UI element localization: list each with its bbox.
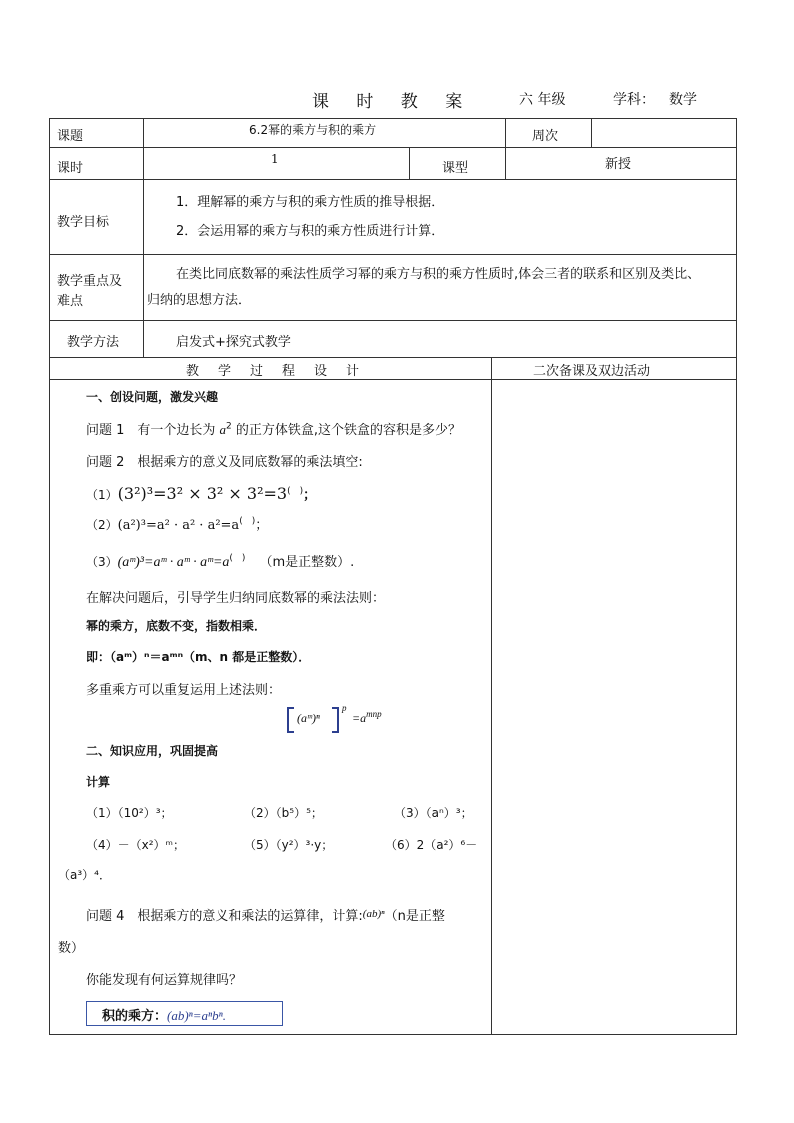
col-divider: [591, 118, 592, 147]
right-bracket: [332, 707, 339, 733]
row-divider: [49, 357, 737, 358]
product-formula: (ab)ⁿ=aⁿbⁿ.: [167, 1008, 226, 1023]
exercise-continued: （a³）⁴．: [58, 868, 111, 882]
exercise: （1）（10²）³；: [86, 806, 173, 820]
left-bracket: [287, 707, 294, 733]
goal-item: 2．会运用幂的乘方与积的乘方性质进行计算．: [176, 224, 445, 239]
note: （m是正整数）.: [259, 555, 355, 570]
rule-formula: 即：（aᵐ）ⁿ＝aᵐⁿ（m、n 都是正整数）．: [86, 650, 311, 664]
goal-item: 1．理解幂的乘方与积的乘方性质的推导根据．: [176, 195, 445, 210]
multi-formula-rhs: [352, 711, 382, 726]
row-divider: [49, 254, 737, 255]
col-divider: [143, 118, 144, 357]
keypoints-label: 难点: [57, 294, 84, 309]
guide-text: 在解决问题后，引导学生归纳同底数幂的乘法法则：: [86, 591, 386, 606]
col-divider: [409, 147, 410, 179]
week-label: 周次: [532, 129, 559, 144]
math-expression: (ab)ⁿ: [362, 908, 385, 920]
discover-text: 你能发现有何运算规律吗？: [86, 973, 243, 988]
exercise: （4）－（x²）ᵐ；: [86, 838, 186, 852]
product-label: 积的乘方：: [102, 1009, 168, 1024]
math-expression: (aᵐ)³=aᵐ · aᵐ · aᵐ=a: [117, 555, 230, 570]
col-divider: [505, 147, 506, 179]
exercise: （6）2（a²）⁶－: [385, 838, 478, 852]
lesson-plan-table: [49, 118, 737, 1035]
period-label: 课时: [57, 161, 84, 176]
keypoints-label: 教学重点及: [57, 274, 123, 289]
topic-value: 6.2幂的乘方与积的乘方: [249, 123, 377, 137]
multi-formula-exp-p: p: [342, 703, 347, 713]
period-value: 1: [271, 152, 279, 166]
question-2: 问题 2 根据乘方的意义及同底数幂的乘法填空:: [86, 455, 363, 470]
col-divider: [505, 118, 506, 147]
subject-field: [613, 89, 697, 109]
math-exp: 2: [226, 421, 232, 432]
question-4-cont: 数）: [58, 941, 85, 956]
type-value: 新授: [605, 157, 632, 172]
method-value: 启发式+探究式教学: [176, 335, 291, 350]
exercise: （2）（b⁵）⁵；: [244, 806, 323, 820]
fill-item-2: [86, 514, 268, 533]
topic-label: 课题: [57, 129, 84, 144]
product-rule: [102, 1005, 226, 1024]
goals-label: 教学目标: [57, 215, 110, 230]
item-number: （1）: [86, 488, 118, 502]
question-4: [86, 905, 445, 924]
subject-value: 数学: [669, 92, 697, 108]
item-number: （3）: [86, 555, 118, 569]
section-heading: 二、知识应用，巩固提高: [86, 744, 219, 758]
section-heading: 一、创设问题，激发兴趣: [86, 390, 219, 404]
math-var: a: [219, 422, 227, 437]
math-expression: (a²)³=a² · a² · a²=a: [117, 518, 240, 533]
question-1: [86, 419, 461, 438]
page-title: 课 时 教 案: [312, 92, 474, 112]
item-number: （2）: [86, 518, 118, 532]
punct: ；: [303, 488, 317, 503]
fill-item-3: [86, 551, 354, 571]
math-expression: =a: [352, 711, 367, 725]
type-label: 课型: [442, 161, 469, 176]
subject-label: 学科：: [613, 92, 655, 108]
multi-formula-inner: (aᵐ)ⁿ: [297, 711, 320, 725]
activity-header: 二次备课及双边活动: [533, 364, 651, 379]
math-expression: (3²)³=3² × 3² × 3²=3: [117, 484, 288, 503]
exercise: （3）（aⁿ）³；: [394, 806, 473, 820]
method-label: 教学方法: [67, 335, 120, 350]
row-divider: [49, 147, 737, 148]
row-divider: [49, 179, 737, 180]
row-divider: [49, 320, 737, 321]
blank: ( ): [287, 486, 304, 497]
question-text: 问题 1 有一个边长为: [86, 423, 220, 438]
question-text: 的正方体铁盒,这个铁盒的容积是多少？: [231, 423, 462, 438]
punct: ；: [255, 518, 269, 533]
keypoints-text: 在类比同底数幂的乘法性质学习幂的乘方与积的乘方性质时,体会三者的联系和区别及类比、: [176, 267, 701, 282]
blank: ( ): [239, 516, 256, 527]
calc-label: 计算: [86, 775, 111, 789]
row-divider: [49, 379, 737, 380]
blank: ( ): [229, 553, 246, 564]
grade-label: 六 年级: [519, 92, 566, 108]
col-divider: [491, 357, 492, 1035]
process-header: 教 学 过 程 设 计: [186, 364, 363, 379]
fill-item-1: [86, 484, 316, 503]
rule-text: 幂的乘方，底数不变，指数相乘．: [86, 619, 267, 633]
keypoints-text: 归纳的思想方法．: [147, 293, 252, 308]
question-text: 问题 4 根据乘方的意义和乘法的运算律，计算:: [86, 909, 363, 924]
multi-text: 多重乘方可以重复运用上述法则：: [86, 683, 282, 698]
math-exp: mnp: [366, 709, 382, 719]
question-text: （n是正整: [384, 909, 445, 924]
exercise: （5）（y²）³·y；: [244, 838, 334, 852]
